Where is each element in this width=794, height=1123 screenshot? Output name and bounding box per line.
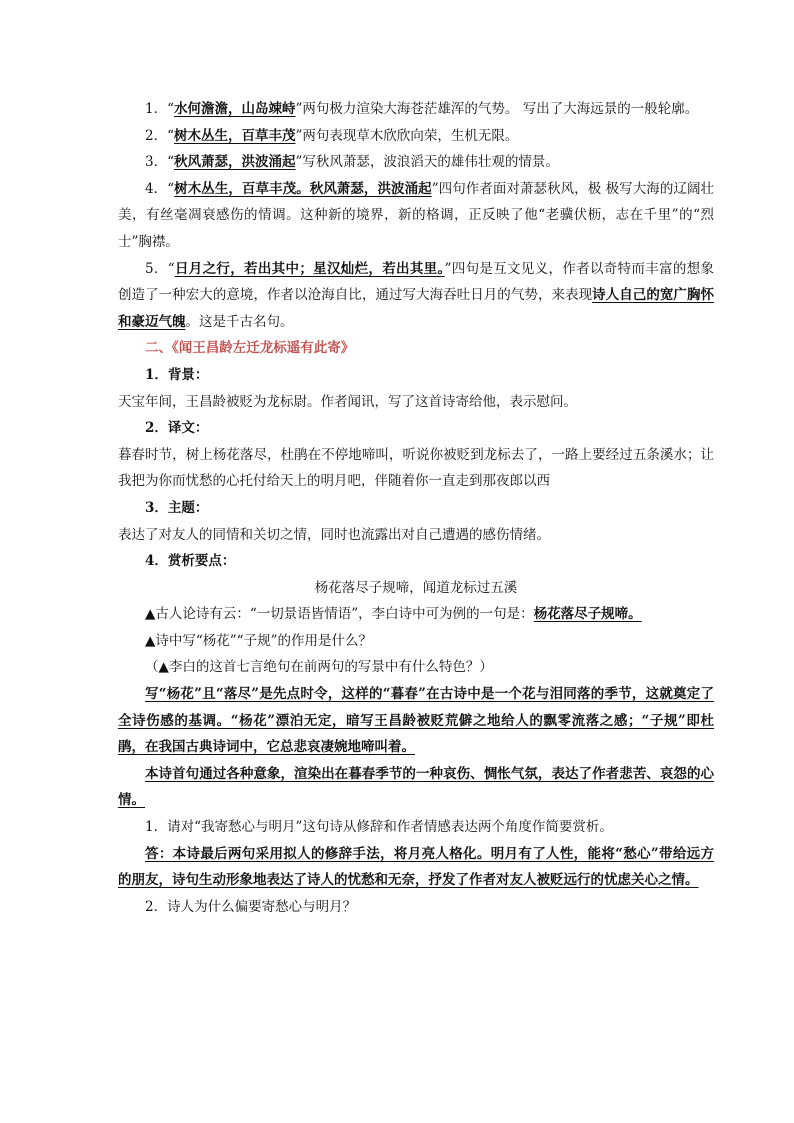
question-2: 2．诗人为什么偏要寄愁心与明月？: [145, 898, 357, 915]
answer-paragraph-2: 本诗首句通过各种意象，渲染出在暮春季节的一种哀伤、惆怅气氛，表达了作者悲苦、哀怨的心情。: [118, 765, 714, 809]
close-quote: ”: [295, 101, 303, 117]
quoted-verse: 树木丛生，百草丰茂。秋风萧瑟，洪波涌起: [174, 180, 432, 197]
item-number: 3．: [145, 154, 168, 171]
question-1: 1．请对“我寄愁心与明月”这句诗从修辞和作者情感表达两个角度作简要赏析。: [145, 819, 613, 836]
triangle-question-2: ▲诗中写“杨花”“子规”的作用是什么？: [145, 632, 372, 649]
quoted-verse: 秋风萧瑟，洪波涌起: [174, 154, 296, 171]
triangle-question-3: （▲李白的这首七言绝句在前两句的写景中有什么特色？）: [145, 659, 493, 676]
background-text: 天宝年间，王昌龄被贬为龙标尉。作者闻讯，写了这首诗寄给他，表示慰问。: [118, 393, 577, 410]
theme-text: 表达了对友人的同情和关切之情，同时也流露出对自己遭遇的感伤情绪。: [118, 526, 550, 543]
background-heading: 1．背景：: [145, 366, 209, 383]
key-phrase: 诗人自己的宽广胸怀和豪迈气魄: [118, 287, 715, 330]
item-tail: 。这是千古名句。: [185, 313, 294, 330]
close-quote: ”: [431, 180, 439, 197]
open-quote: “: [167, 180, 175, 197]
document-page: [118, 96, 714, 920]
item-number: 1．: [145, 101, 168, 117]
close-quote: ”: [444, 260, 452, 277]
open-quote: “: [167, 260, 175, 277]
item-number: 4．: [145, 180, 168, 197]
item-text: 两句表现草木欣欣向荣，生机无限。: [302, 127, 519, 144]
question-text: ▲古人论诗有云：“一切景语皆情语”，李白诗中可为例的一句是：: [145, 606, 534, 623]
appreciation-heading: 4．赏析要点：: [145, 553, 236, 570]
quoted-verse: 日月之行，若出其中；星汉灿烂，若出其里。: [174, 260, 445, 277]
item-number: 2．: [145, 127, 168, 144]
item-2: [118, 123, 714, 150]
close-quote: ”: [295, 127, 303, 144]
quoted-verse: 树木丛生，百草丰茂: [174, 127, 296, 144]
item-1: [118, 96, 714, 123]
item-5: [118, 256, 714, 336]
section-title: 二、《闻王昌龄左迁龙标遥有此寄》: [145, 340, 355, 357]
answer-verse: 杨花落尽子规啼。: [533, 606, 642, 623]
answer-paragraph-3: 答：本诗最后两句采用拟人的修辞手法，将月亮人格化。明月有了人性，能将“愁心”带给远方的朋友，诗句生动形象地表达了诗人的忧愁和无奈，抒发了作者对友人被贬远行的忧虑关心之情。: [118, 845, 714, 889]
translation-text: 暮春时节，树上杨花落尽，杜鹃在不停地啼叫，听说你被贬到龙标去了，一路上要经过五条溪水；让我把为你而忧愁的心托付给天上的明月吧，伴随着你一直走到那夜郎以西: [118, 446, 714, 490]
quoted-verse: 水何澹澹，山岛竦峙: [174, 101, 296, 117]
item-text: 四句是互文见义，作者以奇特而丰富的想象创造了一种宏大的意境，作者以沧海自比，通过写大海吞吐日月的气势，来表现: [118, 260, 715, 304]
triangle-question-1: [118, 601, 714, 628]
translation-heading: 2．译文：: [145, 420, 209, 437]
open-quote: “: [167, 101, 174, 117]
close-quote: ”: [295, 154, 303, 171]
item-text: 两句极力渲染大海苍茫雄浑的气势。 写出了大海远景的一般轮廓。: [302, 101, 699, 117]
answer-paragraph-1: 写“杨花”且“落尽”是先点时令，这样的“暮春”在古诗中是一个花与泪同落的季节，这就奠定了全诗伤感的基调。“杨花”漂泊无定，暗写王昌龄被贬荒僻之地给人的飘零流落之感；“子规”即杜鹃，在我国古典诗词中，它总悲哀凄婉地啼叫着。: [118, 686, 714, 756]
item-4: [118, 176, 714, 256]
item-text: 四句作者面对萧瑟秋风，极 极写大海的辽阔壮美，有丝毫凋衰感伤的情调。这种新的境界，新的格调，正反映了他“老骥伏枥，志在千里”的“烈士”胸襟。: [118, 180, 715, 250]
open-quote: “: [167, 154, 174, 171]
item-3: [118, 149, 714, 176]
verse-line: 杨花落尽子规啼，闻道龙标过五溪: [314, 579, 518, 596]
theme-heading: 3．主题：: [145, 499, 209, 516]
open-quote: “: [167, 127, 174, 144]
item-text: 写秋风萧瑟，波浪滔天的雄伟壮观的情景。: [302, 154, 559, 171]
item-number: 5．: [145, 260, 168, 277]
